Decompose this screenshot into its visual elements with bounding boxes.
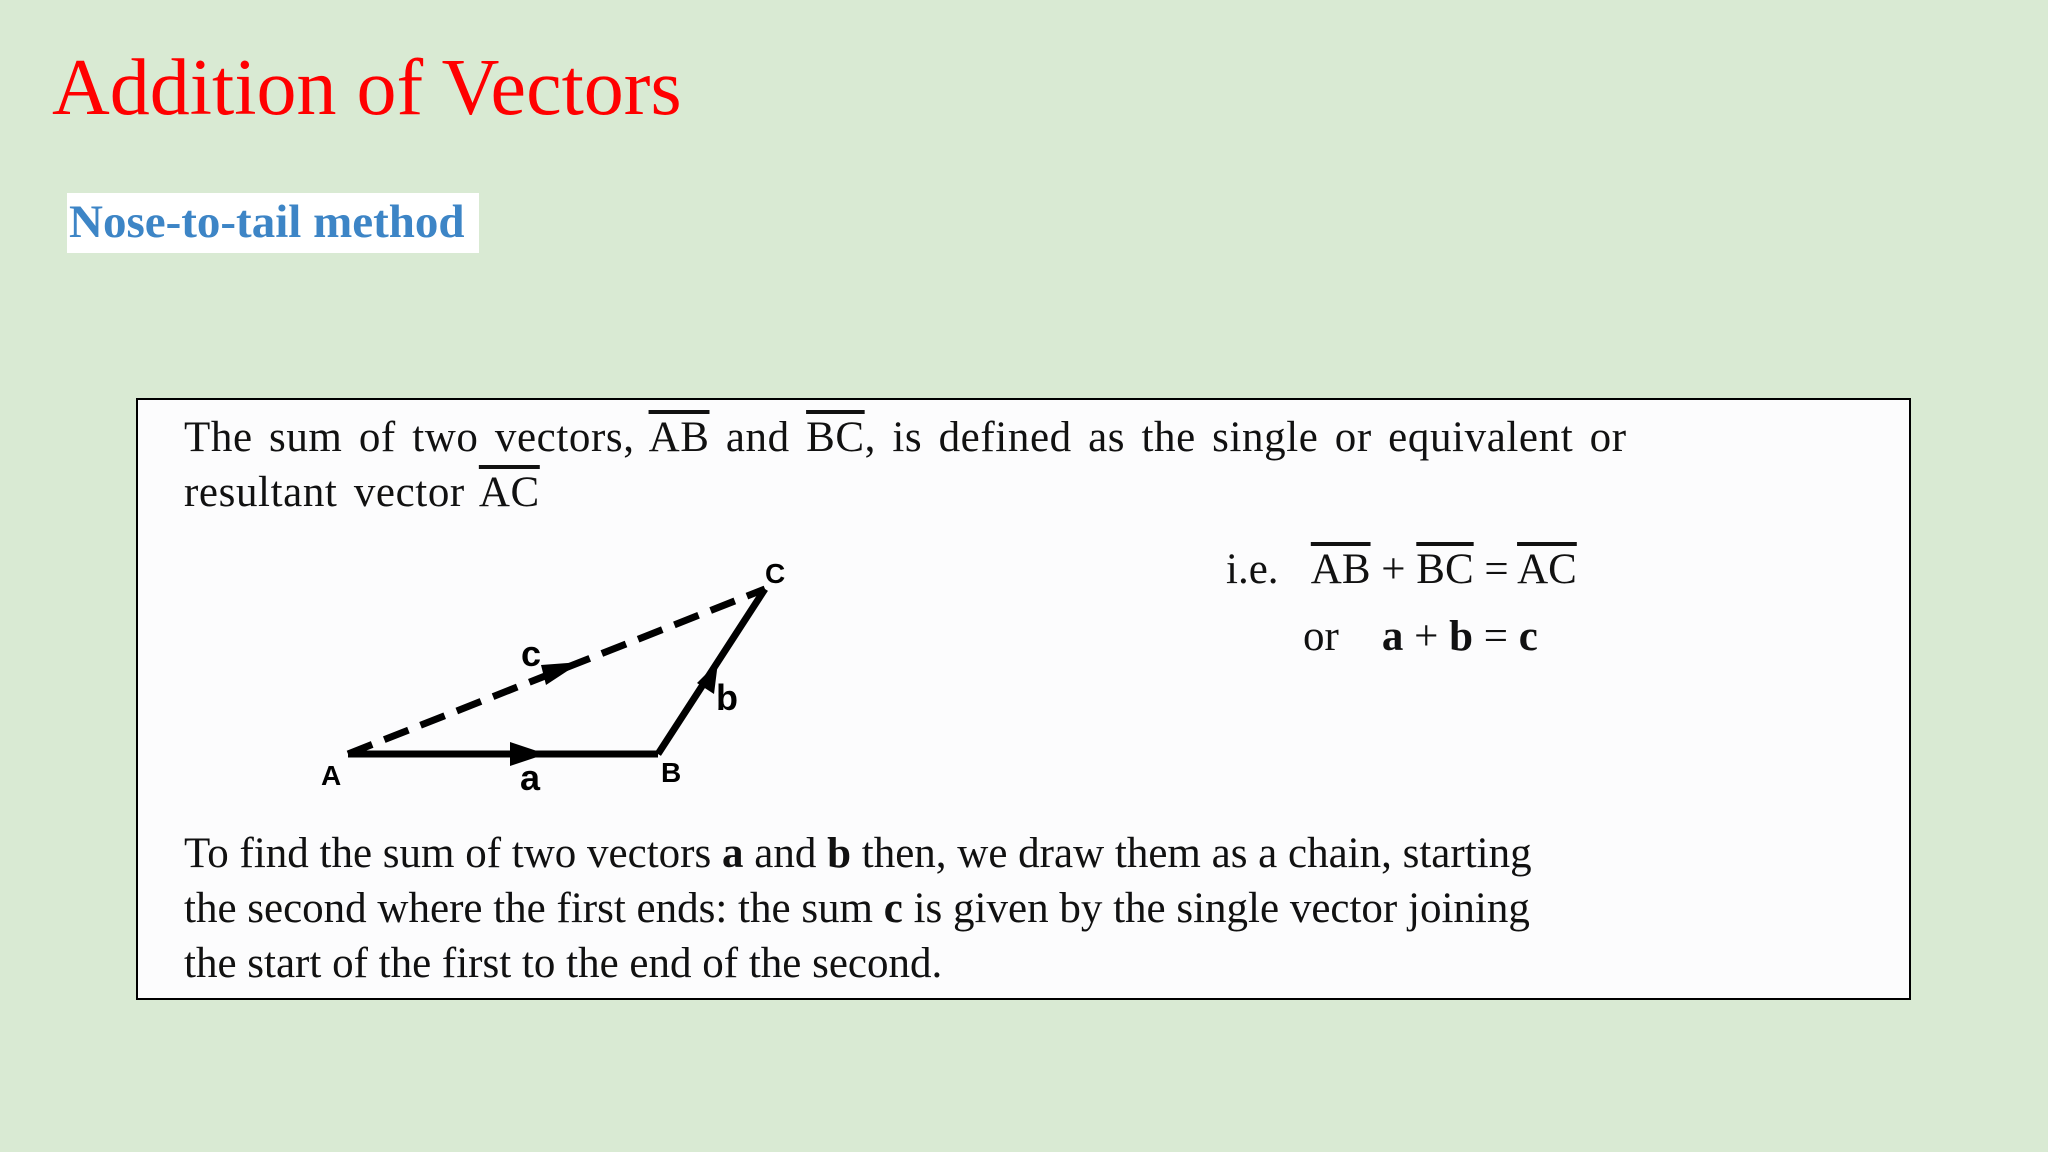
equation-equals: = <box>1473 546 1518 593</box>
equation-a: a <box>1381 613 1404 660</box>
equation-ab: $\overline{AB}$ <box>1310 546 1371 593</box>
point-a-label: A <box>321 760 342 791</box>
slide-title: Addition of Vectors <box>52 44 682 132</box>
equation-bc: $\overline{BC}$ <box>1416 546 1474 593</box>
slide-subtitle: Nose-to-tail method <box>67 193 479 253</box>
definition-text: The sum of two vectors, <box>184 414 649 461</box>
method-bold-b: b <box>827 830 851 877</box>
method-text: the second where the first ends: the sum <box>184 885 884 932</box>
equation-c: c <box>1518 613 1538 660</box>
vector-a-label: a <box>520 757 541 798</box>
equation-equals: = <box>1473 613 1519 660</box>
method-line-2 <box>184 881 1532 936</box>
point-b-label: B <box>661 757 682 788</box>
equation-plus: + <box>1403 613 1450 660</box>
method-text: To find the sum of two vectors <box>184 830 722 877</box>
method-text: is given by the single vector joining <box>902 885 1530 932</box>
equation-ie: i.e. <box>1226 546 1279 593</box>
method-bold-a: a <box>721 830 744 877</box>
method-text: then, we draw them as a chain, starting <box>851 830 1532 877</box>
method-text: and <box>743 830 828 877</box>
definition-text: and <box>709 414 807 461</box>
figure-box <box>136 398 1911 1000</box>
vector-bc-overline: $\overline{BC}$ <box>806 414 865 461</box>
equation-b: b <box>1449 613 1474 660</box>
method-line-1 <box>184 826 1532 881</box>
equation-ac: $\overline{AC}$ <box>1517 546 1577 593</box>
vector-b-label: b <box>716 677 738 718</box>
equation-plus: + <box>1370 546 1417 593</box>
vector-c-label: c <box>521 633 542 674</box>
method-paragraph <box>184 826 1532 991</box>
vector-ab-overline: $\overline{AB}$ <box>648 414 710 461</box>
definition-text: , is defined as the single or equivalent or <box>864 414 1627 461</box>
method-bold-c: c <box>883 885 903 932</box>
point-c-label: C <box>765 558 786 589</box>
vector-ac-overline: $\overline{AC}$ <box>478 469 540 516</box>
equation-or: or <box>1303 613 1339 660</box>
method-line-3: the start of the first to the end of the second. <box>184 940 943 987</box>
definition-text: resultant vector <box>184 469 479 516</box>
vector-c-arrowhead <box>541 662 581 685</box>
